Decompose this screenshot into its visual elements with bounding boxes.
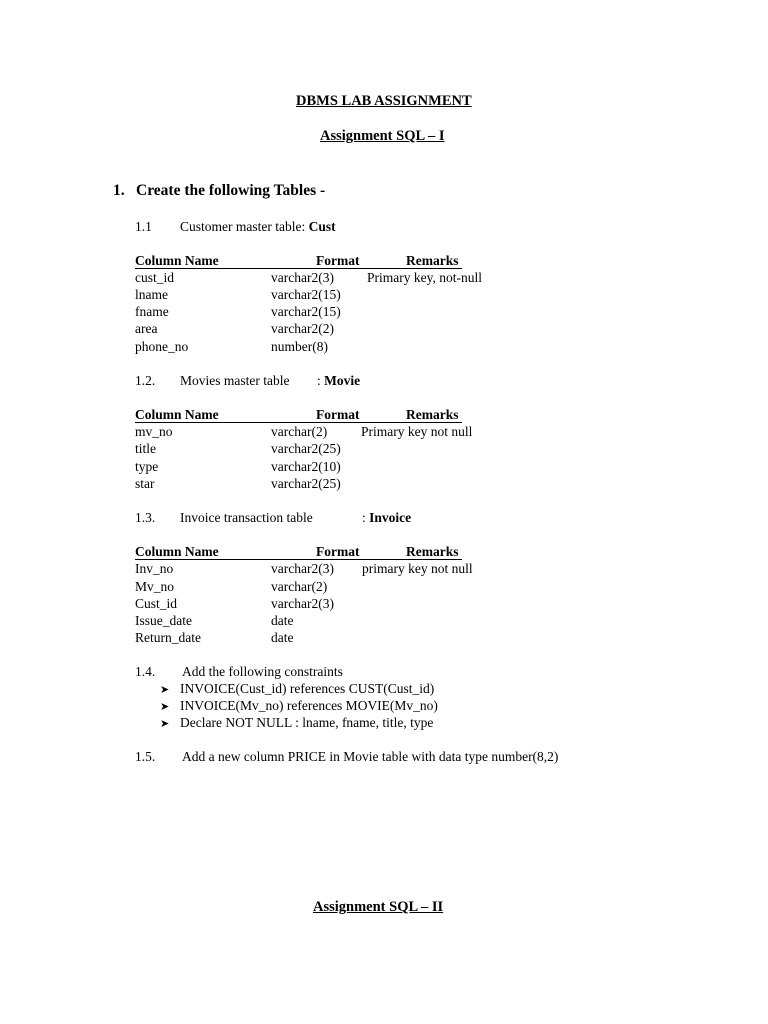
section-1-1-label-text: Customer master table — [180, 219, 302, 234]
assignment-2-title: Assignment SQL – II — [313, 899, 444, 915]
table-1-cell-format: varchar2(15) — [271, 304, 341, 319]
table-1-cell-name: cust_id — [135, 270, 174, 285]
section-1-2-table-ref — [317, 373, 360, 389]
table-3-cell-remarks: primary key not null — [362, 561, 473, 576]
table-1-header-underline — [135, 268, 462, 269]
table-3-cell-name: Cust_id — [135, 596, 178, 611]
section-1-4-label: Add the following constraints — [182, 664, 343, 679]
document-title: DBMS LAB ASSIGNMENT — [296, 93, 472, 109]
table-3-cell-name: Mv_no — [135, 579, 175, 594]
table-1-cell-name: phone_no — [135, 339, 189, 354]
table-2-cell-name: mv_no — [135, 424, 173, 439]
table-3-cell-name: Return_date — [135, 630, 201, 645]
table-3-cell-format: varchar2(3) — [271, 596, 334, 611]
section-1-2-table-name: Movie — [324, 373, 361, 388]
table-3-cell-format: date — [271, 630, 294, 645]
constraint-item: INVOICE(Mv_no) references MOVIE(Mv_no) — [180, 698, 438, 713]
table-1-cell-name: area — [135, 321, 158, 336]
table-1-cell-name: lname — [135, 287, 168, 302]
question-number: 1. — [113, 182, 125, 199]
table-2-cell-remarks: Primary key not null — [361, 424, 473, 439]
section-1-5-label: Add a new column PRICE in Movie table with data type number(8,2) — [182, 749, 559, 764]
constraint-item: Declare NOT NULL : lname, fname, title, type — [180, 715, 434, 730]
table-3-header-column-name: Column Name — [135, 544, 219, 559]
arrow-bullet-icon: ➤ — [160, 718, 170, 730]
table-1-cell-format: number(8) — [271, 339, 328, 354]
table-1-cell-format: varchar2(3) — [271, 270, 334, 285]
table-2-cell-format: varchar2(10) — [271, 459, 341, 474]
table-3-cell-format: date — [271, 613, 294, 628]
section-1-3-table-ref — [362, 510, 411, 526]
question-heading: Create the following Tables - — [136, 182, 326, 199]
table-2-cell-format: varchar(2) — [271, 424, 328, 439]
table-3-header-remarks: Remarks — [406, 544, 459, 559]
table-1-header-column-name: Column Name — [135, 253, 219, 268]
table-3-cell-format: varchar2(3) — [271, 561, 334, 576]
section-1-3-table-name: Invoice — [369, 510, 412, 525]
section-1-2-colon: : — [317, 373, 321, 388]
arrow-bullet-icon: ➤ — [160, 684, 170, 696]
section-1-1-number: 1.1 — [135, 219, 152, 234]
table-2-cell-format: varchar2(25) — [271, 441, 341, 456]
table-2-cell-name: title — [135, 441, 156, 456]
table-3-cell-name: Inv_no — [135, 561, 174, 576]
table-1-cell-remarks: Primary key, not-null — [367, 270, 482, 285]
constraint-item: INVOICE(Cust_id) references CUST(Cust_id) — [180, 681, 435, 696]
table-1-cell-format: varchar2(15) — [271, 287, 341, 302]
table-2-cell-name: star — [135, 476, 155, 491]
table-2-header-remarks: Remarks — [406, 407, 459, 422]
table-2-header-underline — [135, 422, 462, 423]
table-2-cell-name: type — [135, 459, 159, 474]
section-1-1-table-name: Cust — [308, 219, 336, 234]
table-2-cell-format: varchar2(25) — [271, 476, 341, 491]
section-1-1-label — [180, 219, 336, 235]
section-1-3-label: Invoice transaction table — [180, 510, 313, 525]
table-1-header-format: Format — [316, 253, 360, 268]
table-3-header-format: Format — [316, 544, 360, 559]
arrow-bullet-icon: ➤ — [160, 701, 170, 713]
assignment-1-title: Assignment SQL – I — [320, 128, 445, 144]
section-1-3-number: 1.3. — [135, 510, 156, 525]
table-3-cell-format: varchar(2) — [271, 579, 328, 594]
table-2-header-column-name: Column Name — [135, 407, 219, 422]
table-2-header-format: Format — [316, 407, 360, 422]
table-1-header-remarks: Remarks — [406, 253, 459, 268]
section-1-3-colon: : — [362, 510, 366, 525]
section-1-1-colon: : — [301, 219, 306, 234]
table-3-header-underline — [135, 559, 462, 560]
section-1-2-label: Movies master table — [180, 373, 290, 388]
table-1-cell-name: fname — [135, 304, 169, 319]
section-1-5-number: 1.5. — [135, 749, 156, 764]
table-1-cell-format: varchar2(2) — [271, 321, 334, 336]
section-1-2-number: 1.2. — [135, 373, 156, 388]
section-1-4-number: 1.4. — [135, 664, 156, 679]
table-3-cell-name: Issue_date — [135, 613, 192, 628]
